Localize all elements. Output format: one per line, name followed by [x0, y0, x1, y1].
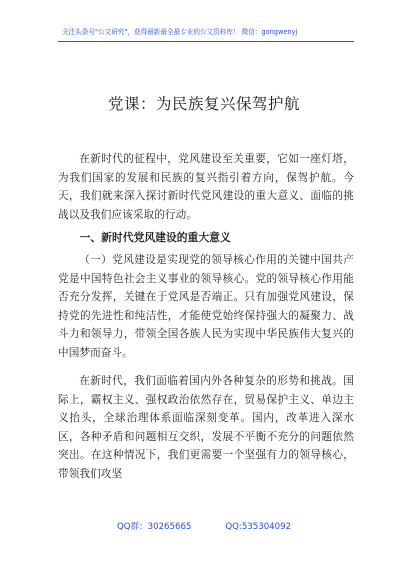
page-title: 党课：为民族复兴保驾护航 — [107, 95, 300, 113]
header-divider — [58, 41, 354, 42]
footer-contact — [0, 521, 408, 533]
footer-qq-group[interactable]: QQ群：30265665 — [116, 522, 192, 532]
paragraph-intro: 在新时代的征程中，党风建设至关重要，它如一座灯塔，为我们国家的发展和民族的复兴指引着方向，保驾护航。今天，我们就来深入探讨新时代党风建设的重大意义、面临的挑战以及我们应该采取的行动。 — [58, 153, 354, 221]
footer-qq-number[interactable]: QQ:535304092 — [225, 522, 292, 532]
section-heading-1: 一、新时代党风建设的重大意义 — [79, 231, 231, 244]
header-promo-link[interactable]: 关注头条号"公文研究"，获得最新最全最专业的公文资料库！ 微信：gongwenyj — [62, 28, 298, 36]
paragraph-section-1-point-1: （一）党风建设是实现党的领导核心作用的关键中国共产党是中国特色社会主义事业的领导核心。党的领导核心作用能否充分发挥，关键在于党风是否端正。只有加强党风建设，保持党的先进性和纯洁性，才能使党始终保持强大的凝聚力、战斗力和领导力，带领全国各族人民为实现中华民族伟大复兴的中国梦而奋斗。 — [58, 254, 354, 359]
paragraph-section-1-context: 在新时代，我们面临着国内外各种复杂的形势和挑战。国际上，霸权主义、强权政治依然存在，贸易保护主义、单边主义抬头，全球治理体系面临深刻变革。国内，改革进入深水区，各种矛盾和问题相互交织，发展不平衡不充分的问题依然突出。在这种情况下，我们更需要一个坚强有力的领导核心，带领我们攻坚 — [58, 375, 354, 480]
